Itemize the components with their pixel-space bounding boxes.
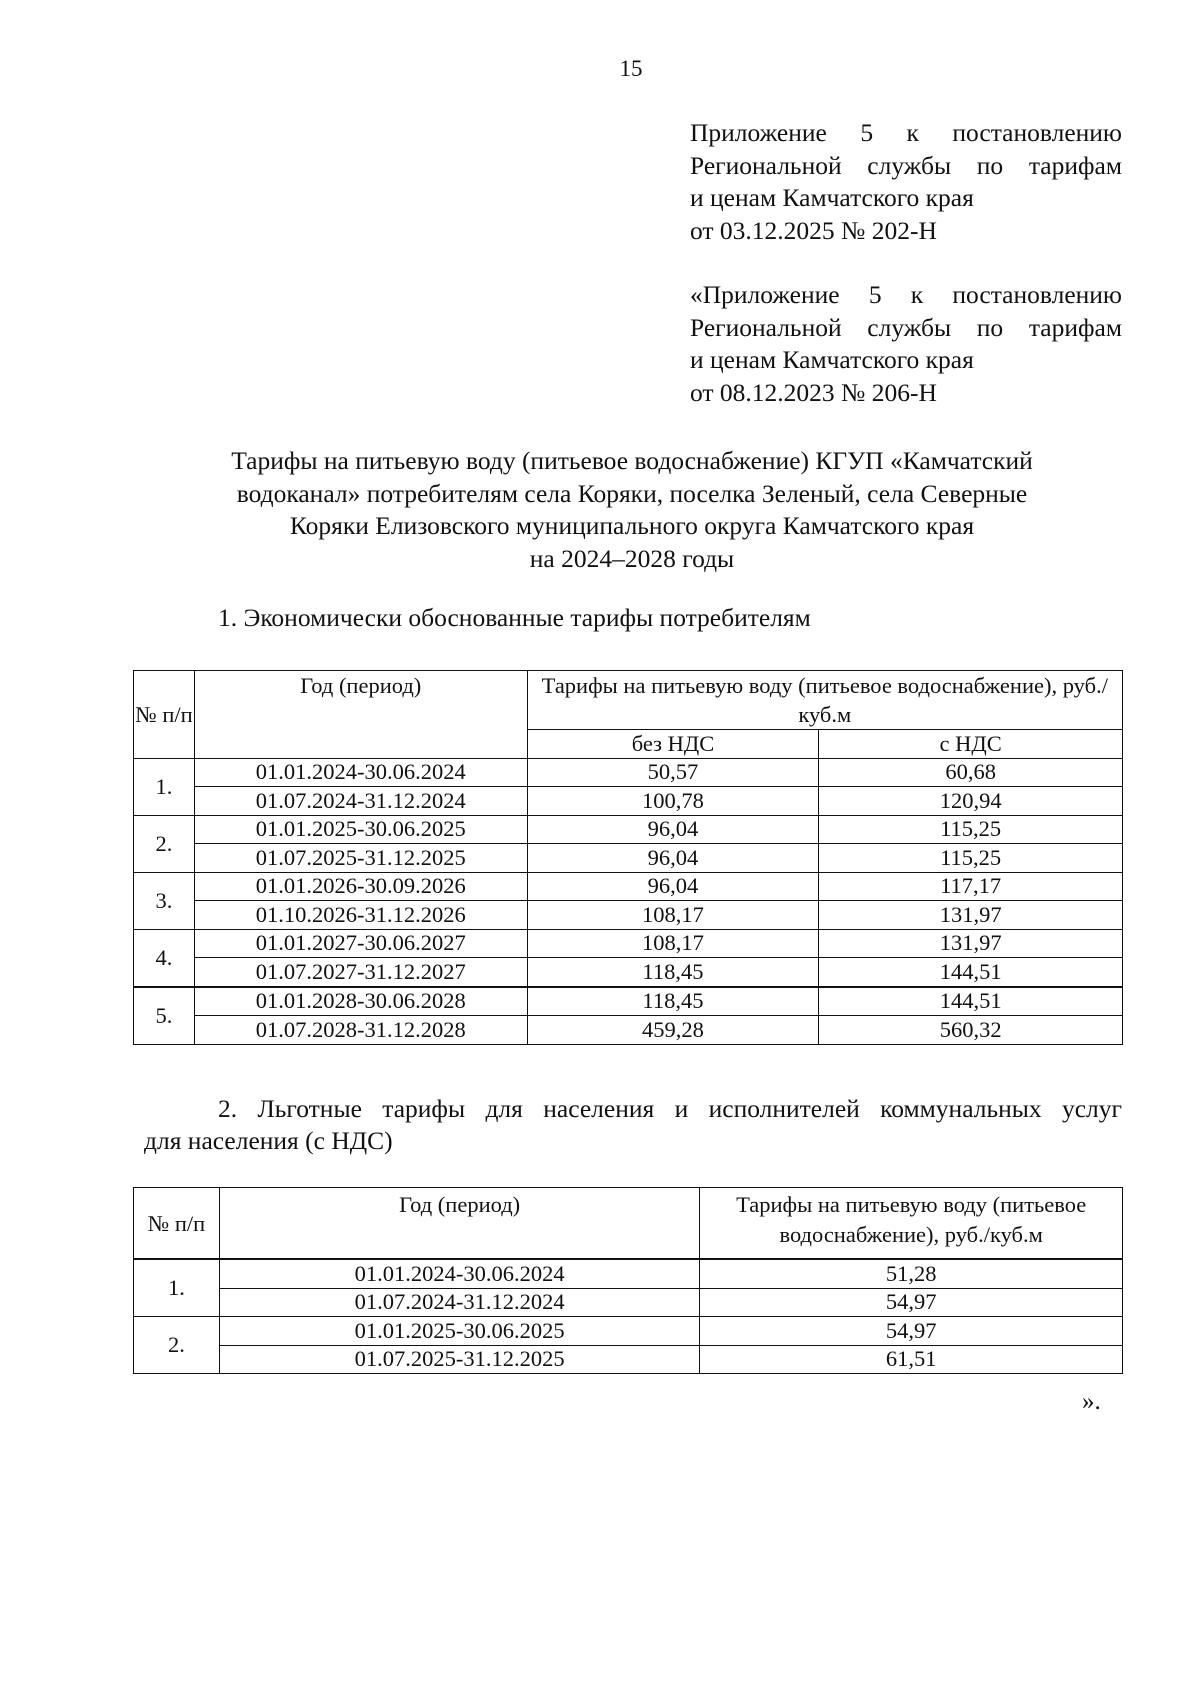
appendix-line: Региональной службы по тарифам bbox=[690, 312, 1122, 342]
tariff-cell: 54,97 bbox=[700, 1288, 1123, 1317]
title-line: Коряки Елизовского муниципального округа Камчатского края bbox=[289, 511, 975, 540]
tariff-without-vat-cell: 108,17 bbox=[527, 929, 819, 958]
row-number: 1. bbox=[134, 758, 195, 815]
period-cell: 01.01.2025-30.06.2025 bbox=[219, 1317, 699, 1346]
economic-tariffs-table bbox=[133, 670, 1123, 1045]
period-cell: 01.10.2026-31.12.2026 bbox=[194, 901, 527, 930]
column-header-number: № п/п bbox=[134, 1188, 220, 1260]
page-number: 15 bbox=[619, 56, 643, 81]
appendix-line: от 08.12.2023 № 206-Н bbox=[690, 377, 937, 407]
section2-heading-line: 2. Льготные тарифы для населения и исполнителей коммунальных услуг bbox=[218, 1094, 1122, 1123]
section2-heading-line: для населения (с НДС) bbox=[144, 1126, 393, 1155]
appendix-line: Региональной службы по тарифам bbox=[690, 150, 1122, 180]
preferential-tariffs-table bbox=[133, 1187, 1123, 1374]
tariff-with-vat-cell: 115,25 bbox=[819, 844, 1123, 873]
column-header-period: Год (период) bbox=[194, 671, 527, 759]
column-header-with-vat: с НДС bbox=[819, 730, 1123, 759]
row-number: 2. bbox=[134, 1317, 220, 1374]
table-row bbox=[134, 1288, 1123, 1317]
tariff-with-vat-cell: 144,51 bbox=[819, 958, 1123, 987]
table-row bbox=[134, 987, 1123, 1016]
tariff-without-vat-cell: 50,57 bbox=[527, 758, 819, 787]
tariff-without-vat-cell: 96,04 bbox=[527, 872, 819, 901]
table-row bbox=[134, 758, 1123, 787]
table-row bbox=[134, 1317, 1123, 1346]
tariff-with-vat-cell: 131,97 bbox=[819, 929, 1123, 958]
period-cell: 01.01.2028-30.06.2028 bbox=[194, 987, 527, 1016]
title-line: водоканал» потребителям села Коряки, поселка Зеленый, села Северные bbox=[236, 478, 1028, 508]
column-header-number: № п/п bbox=[134, 671, 195, 759]
tariff-without-vat-cell: 108,17 bbox=[527, 901, 819, 930]
tariff-with-vat-cell: 117,17 bbox=[819, 872, 1123, 901]
section2-heading bbox=[144, 1093, 1122, 1157]
table-row bbox=[134, 901, 1123, 930]
appendix-line: и ценам Камчатского края bbox=[690, 345, 974, 374]
table-row bbox=[134, 929, 1123, 958]
table-row bbox=[134, 844, 1123, 873]
period-cell: 01.01.2026-30.09.2026 bbox=[194, 872, 527, 901]
table-row bbox=[134, 815, 1123, 844]
period-cell: 01.01.2025-30.06.2025 bbox=[194, 815, 527, 844]
column-header-tariff: Тарифы на питьевую воду (питьевое водоснабжение), руб./куб.м bbox=[700, 1188, 1123, 1260]
period-cell: 01.07.2024-31.12.2024 bbox=[194, 787, 527, 816]
tariff-without-vat-cell: 118,45 bbox=[527, 987, 819, 1016]
period-cell: 01.07.2024-31.12.2024 bbox=[219, 1288, 699, 1317]
appendix-header-new bbox=[690, 117, 1122, 247]
row-number: 3. bbox=[134, 872, 195, 929]
column-header-without-vat: без НДС bbox=[527, 730, 819, 759]
row-number: 1. bbox=[134, 1259, 220, 1317]
period-cell: 01.07.2025-31.12.2025 bbox=[194, 844, 527, 873]
tariff-cell: 51,28 bbox=[700, 1259, 1123, 1288]
row-number: 4. bbox=[134, 929, 195, 987]
appendix-line: Приложение 5 к постановлению bbox=[690, 118, 1122, 147]
appendix-header-old bbox=[690, 279, 1122, 409]
tariff-cell: 61,51 bbox=[700, 1345, 1123, 1374]
table-row bbox=[134, 787, 1123, 816]
tariff-without-vat-cell: 100,78 bbox=[527, 787, 819, 816]
table-row bbox=[134, 1345, 1123, 1374]
tariff-with-vat-cell: 120,94 bbox=[819, 787, 1123, 816]
row-number: 5. bbox=[134, 987, 195, 1045]
appendix-line: от 03.12.2025 № 202-Н bbox=[690, 215, 937, 245]
period-cell: 01.07.2027-31.12.2027 bbox=[194, 958, 527, 987]
row-number: 2. bbox=[134, 815, 195, 872]
document-title bbox=[140, 445, 1124, 575]
column-header-period: Год (период) bbox=[219, 1188, 699, 1260]
tariff-with-vat-cell: 115,25 bbox=[819, 815, 1123, 844]
tariff-without-vat-cell: 459,28 bbox=[527, 1016, 819, 1045]
title-line: на 2024–2028 годы bbox=[529, 543, 735, 573]
appendix-line: «Приложение 5 к постановлению bbox=[690, 280, 1122, 309]
tariff-without-vat-cell: 96,04 bbox=[527, 815, 819, 844]
tariff-without-vat-cell: 96,04 bbox=[527, 844, 819, 873]
closing-quote-mark: ». bbox=[1082, 1388, 1101, 1415]
tariff-with-vat-cell: 131,97 bbox=[819, 901, 1123, 930]
table-row bbox=[134, 958, 1123, 987]
table-row bbox=[134, 872, 1123, 901]
table-row bbox=[134, 1016, 1123, 1045]
period-cell: 01.01.2024-30.06.2024 bbox=[194, 758, 527, 787]
tariff-with-vat-cell: 560,32 bbox=[819, 1016, 1123, 1045]
appendix-line: и ценам Камчатского края bbox=[690, 183, 974, 212]
period-cell: 01.01.2024-30.06.2024 bbox=[219, 1259, 699, 1288]
period-cell: 01.01.2027-30.06.2027 bbox=[194, 929, 527, 958]
tariff-with-vat-cell: 60,68 bbox=[819, 758, 1123, 787]
table-row bbox=[134, 1259, 1123, 1288]
title-line: Тарифы на питьевую воду (питьевое водоснабжение) КГУП «Камчатский bbox=[231, 446, 1033, 475]
period-cell: 01.07.2025-31.12.2025 bbox=[219, 1345, 699, 1374]
section1-heading: 1. Экономически обоснованные тарифы потребителям bbox=[218, 603, 811, 632]
tariff-without-vat-cell: 118,45 bbox=[527, 958, 819, 987]
column-header-tariff: Тарифы на питьевую воду (питьевое водоснабжение), руб./куб.м bbox=[527, 671, 1122, 730]
tariff-cell: 54,97 bbox=[700, 1317, 1123, 1346]
period-cell: 01.07.2028-31.12.2028 bbox=[194, 1016, 527, 1045]
tariff-with-vat-cell: 144,51 bbox=[819, 987, 1123, 1016]
